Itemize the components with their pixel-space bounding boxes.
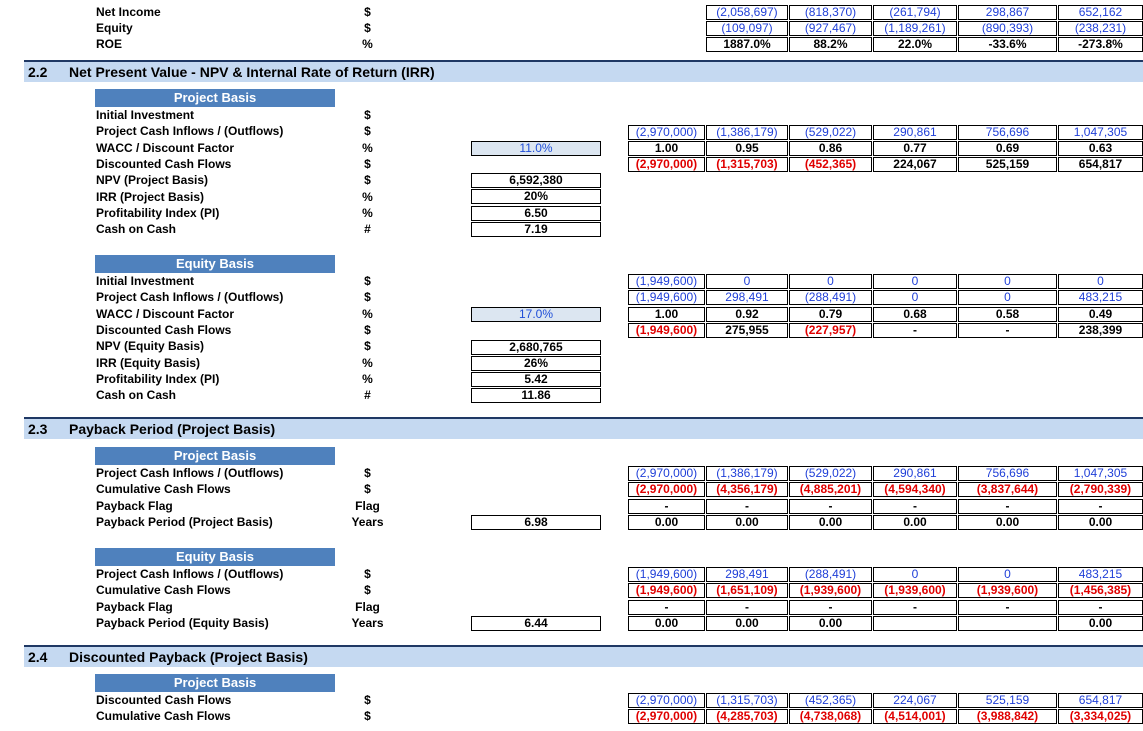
grid-cell: 1.00 [628,307,705,322]
pi-equity-value: 5.42 [471,372,601,387]
row-unit: % [362,355,373,370]
grid-cell: 0.00 [706,515,788,530]
grid-cell: 224,067 [873,693,957,708]
row-label: Project Cash Inflows / (Outflows) [96,124,284,139]
payback-equity-period: 6.44 [471,616,601,631]
project-basis-header: Project Basis [95,674,335,692]
row-unit: $ [364,290,371,305]
grid-cell: (2,970,000) [628,709,705,724]
grid-cell: (3,988,842) [958,709,1057,724]
grid-cell: (890,393) [958,21,1057,36]
equity-unit: $ [364,21,371,35]
grid-cell: (529,022) [789,466,872,481]
grid-cell: 290,861 [873,125,957,140]
grid-cell: 0 [873,274,957,289]
coc-project-value: 7.19 [471,222,601,237]
grid-cell: (4,594,340) [873,482,957,497]
row-label: Discounted Cash Flows [96,156,232,171]
grid-cell: (1,651,109) [706,583,788,598]
grid-cell: - [958,323,1057,338]
grid-cell: (2,970,000) [628,482,705,497]
row-label: Initial Investment [96,274,195,288]
row-unit: % [362,371,373,386]
row-label: Initial Investment [96,108,195,122]
grid-cell: (4,885,201) [789,482,872,497]
grid-cell: 0.79 [789,307,872,322]
row-unit: $ [364,124,371,139]
grid-cell: 0 [1058,274,1143,289]
grid-cell: (452,365) [789,157,872,172]
grid-cell: 0.00 [628,515,705,530]
grid-cell: 525,159 [958,693,1057,708]
row-label: Project Cash Inflows / (Outflows) [96,466,284,480]
grid-cell: (4,514,001) [873,709,957,724]
row-label: Cumulative Cash Flows [96,709,231,723]
grid-cell: 0.92 [706,307,788,322]
grid-cell: 0 [706,274,788,289]
equity-basis-header: Equity Basis [95,548,335,566]
section-2-2-header [24,60,1143,82]
row-unit: $ [364,583,371,598]
grid-cell: (1,939,600) [789,583,872,598]
coc-equity-value: 11.86 [471,388,601,403]
grid-cell: (1,315,703) [706,157,788,172]
grid-cell: (2,970,000) [628,693,705,708]
grid-cell: - [1058,499,1143,514]
row-label: IRR (Equity Basis) [96,355,201,370]
section-2-3-header [24,417,1143,439]
irr-project-value: 20% [471,189,601,204]
project-wacc-input[interactable]: 11.0% [471,141,601,156]
equity-basis-header: Equity Basis [95,255,335,273]
row-unit: $ [364,274,371,288]
grid-cell: 0.00 [789,616,872,631]
grid-cell: 298,491 [706,567,788,582]
row-unit: Flag [355,599,380,614]
row-label: WACC / Discount Factor [96,140,235,155]
row-unit: $ [364,693,371,707]
grid-cell: 756,696 [958,466,1057,481]
grid-cell: 0.49 [1058,307,1143,322]
grid-cell: (1,456,385) [1058,583,1143,598]
grid-cell: (1,386,179) [706,125,788,140]
row-label: Cash on Cash [96,388,177,403]
row-label: Discounted Cash Flows [96,693,232,707]
row-unit: $ [364,466,371,480]
row-label: Cash on Cash [96,222,177,237]
grid-cell: (227,957) [789,323,872,338]
roe-label: ROE [96,37,123,51]
grid-cell: (4,738,068) [789,709,872,724]
grid-cell: (927,467) [789,21,872,36]
grid-cell: (1,949,600) [628,274,705,289]
row-label: WACC / Discount Factor [96,306,235,321]
grid-cell: (288,491) [789,290,872,305]
grid-cell: 22.0% [873,37,957,52]
grid-cell: 0.63 [1058,141,1143,156]
row-label: IRR (Project Basis) [96,189,205,204]
row-unit: $ [364,156,371,171]
grid-cell: -33.6% [958,37,1057,52]
equity-label: Equity [96,21,133,35]
grid-cell: (2,970,000) [628,157,705,172]
grid-cell: - [789,600,872,615]
grid-cell: 0 [873,290,957,305]
grid-cell [873,616,957,631]
net-income-label: Net Income [96,5,161,19]
npv-equity-value: 2,680,765 [471,340,601,355]
project-basis-header: Project Basis [95,447,335,465]
section-number: 2.3 [28,421,48,437]
row-label: Payback Flag [96,599,173,614]
row-label: Profitability Index (PI) [96,371,220,386]
row-unit: $ [364,173,371,188]
grid-cell: 652,162 [1058,5,1143,20]
row-unit: $ [364,339,371,354]
grid-cell: 0.58 [958,307,1057,322]
row-unit: $ [364,108,371,122]
grid-cell: 756,696 [958,125,1057,140]
equity-wacc-input[interactable]: 17.0% [471,307,601,322]
grid-cell: 0.68 [873,307,957,322]
grid-cell: 483,215 [1058,567,1143,582]
grid-cell: 238,399 [1058,323,1143,338]
grid-cell: - [706,600,788,615]
grid-cell: - [873,499,957,514]
row-unit: $ [364,709,371,723]
grid-cell: (1,949,600) [628,290,705,305]
grid-cell: (1,949,600) [628,583,705,598]
grid-cell: (2,970,000) [628,125,705,140]
grid-cell: (2,790,339) [1058,482,1143,497]
row-unit: Years [351,615,384,630]
grid-cell: 0 [958,567,1057,582]
grid-cell: - [628,499,705,514]
grid-cell: (261,794) [873,5,957,20]
row-unit: Years [351,514,384,529]
grid-cell: - [873,600,957,615]
section-title: Payback Period (Project Basis) [69,421,276,437]
project-basis-header: Project Basis [95,89,335,107]
grid-cell [958,616,1057,631]
grid-cell: 1887.0% [706,37,788,52]
grid-cell: (1,386,179) [706,466,788,481]
row-unit: Flag [355,498,380,513]
section-title: Discounted Payback (Project Basis) [69,649,308,665]
irr-equity-value: 26% [471,356,601,371]
row-label: Project Cash Inflows / (Outflows) [96,567,284,581]
grid-cell: - [628,600,705,615]
grid-cell: 1.00 [628,141,705,156]
roe-unit: % [362,37,373,51]
grid-cell: 483,215 [1058,290,1143,305]
row-unit: $ [364,567,371,581]
grid-cell: 1,047,305 [1058,125,1143,140]
grid-cell: (3,837,644) [958,482,1057,497]
grid-cell: 0.00 [1058,616,1143,631]
grid-cell: (1,189,261) [873,21,957,36]
row-label: Payback Period (Equity Basis) [96,615,269,630]
payback-project-period: 6.98 [471,515,601,530]
grid-cell: 654,817 [1058,157,1143,172]
grid-cell: (238,231) [1058,21,1143,36]
row-label: Project Cash Inflows / (Outflows) [96,290,284,305]
grid-cell: - [873,323,957,338]
grid-cell: 0.00 [873,515,957,530]
grid-cell: 298,867 [958,5,1057,20]
grid-cell: (288,491) [789,567,872,582]
grid-cell: (1,939,600) [958,583,1057,598]
grid-cell: (109,097) [706,21,788,36]
grid-cell: (1,949,600) [628,567,705,582]
net-income-unit: $ [364,5,371,19]
grid-cell: - [1058,600,1143,615]
grid-cell: (1,949,600) [628,323,705,338]
row-unit: % [362,205,373,220]
row-label: Discounted Cash Flows [96,322,232,337]
grid-cell: 0.00 [789,515,872,530]
grid-cell: (3,334,025) [1058,709,1143,724]
row-unit: $ [364,322,371,337]
grid-cell: 0.77 [873,141,957,156]
grid-cell: 654,817 [1058,693,1143,708]
grid-cell: (452,365) [789,693,872,708]
grid-cell: 0.00 [628,616,705,631]
row-unit: % [362,140,373,155]
row-unit: % [362,306,373,321]
grid-cell: 0.00 [958,515,1057,530]
grid-cell: 0.95 [706,141,788,156]
grid-cell: 0.69 [958,141,1057,156]
grid-cell: (2,970,000) [628,466,705,481]
row-label: NPV (Equity Basis) [96,339,205,354]
grid-cell: 224,067 [873,157,957,172]
row-unit: % [362,189,373,204]
grid-cell: (4,356,179) [706,482,788,497]
row-label: Payback Period (Project Basis) [96,514,273,529]
grid-cell: 0.00 [1058,515,1143,530]
row-label: Payback Flag [96,498,173,513]
grid-cell: - [958,499,1057,514]
row-label: Cumulative Cash Flows [96,482,231,497]
section-number: 2.2 [28,64,48,80]
grid-cell: - [958,600,1057,615]
section-number: 2.4 [28,649,48,665]
row-label: NPV (Project Basis) [96,173,209,188]
grid-cell: 525,159 [958,157,1057,172]
grid-cell: 88.2% [789,37,872,52]
section-2-4-header [24,645,1143,667]
grid-cell: (4,285,703) [706,709,788,724]
grid-cell: (2,058,697) [706,5,788,20]
pi-project-value: 6.50 [471,206,601,221]
grid-cell: -273.8% [1058,37,1143,52]
grid-cell: 1,047,305 [1058,466,1143,481]
grid-cell: - [789,499,872,514]
grid-cell: 0 [958,290,1057,305]
grid-cell: 275,955 [706,323,788,338]
grid-cell: 290,861 [873,466,957,481]
grid-cell: (1,939,600) [873,583,957,598]
grid-cell: 0 [789,274,872,289]
section-title: Net Present Value - NPV & Internal Rate of Return (IRR) [69,64,435,80]
row-label: Profitability Index (PI) [96,205,220,220]
row-label: Cumulative Cash Flows [96,583,231,598]
row-unit: $ [364,482,371,497]
row-unit: # [364,388,371,403]
grid-cell: 0 [958,274,1057,289]
grid-cell: 0 [873,567,957,582]
grid-cell: 0.00 [706,616,788,631]
grid-cell: - [706,499,788,514]
grid-cell: 0.86 [789,141,872,156]
grid-cell: 298,491 [706,290,788,305]
row-unit: # [364,222,371,237]
grid-cell: (818,370) [789,5,872,20]
grid-cell: (529,022) [789,125,872,140]
npv-project-value: 6,592,380 [471,173,601,188]
grid-cell: (1,315,703) [706,693,788,708]
